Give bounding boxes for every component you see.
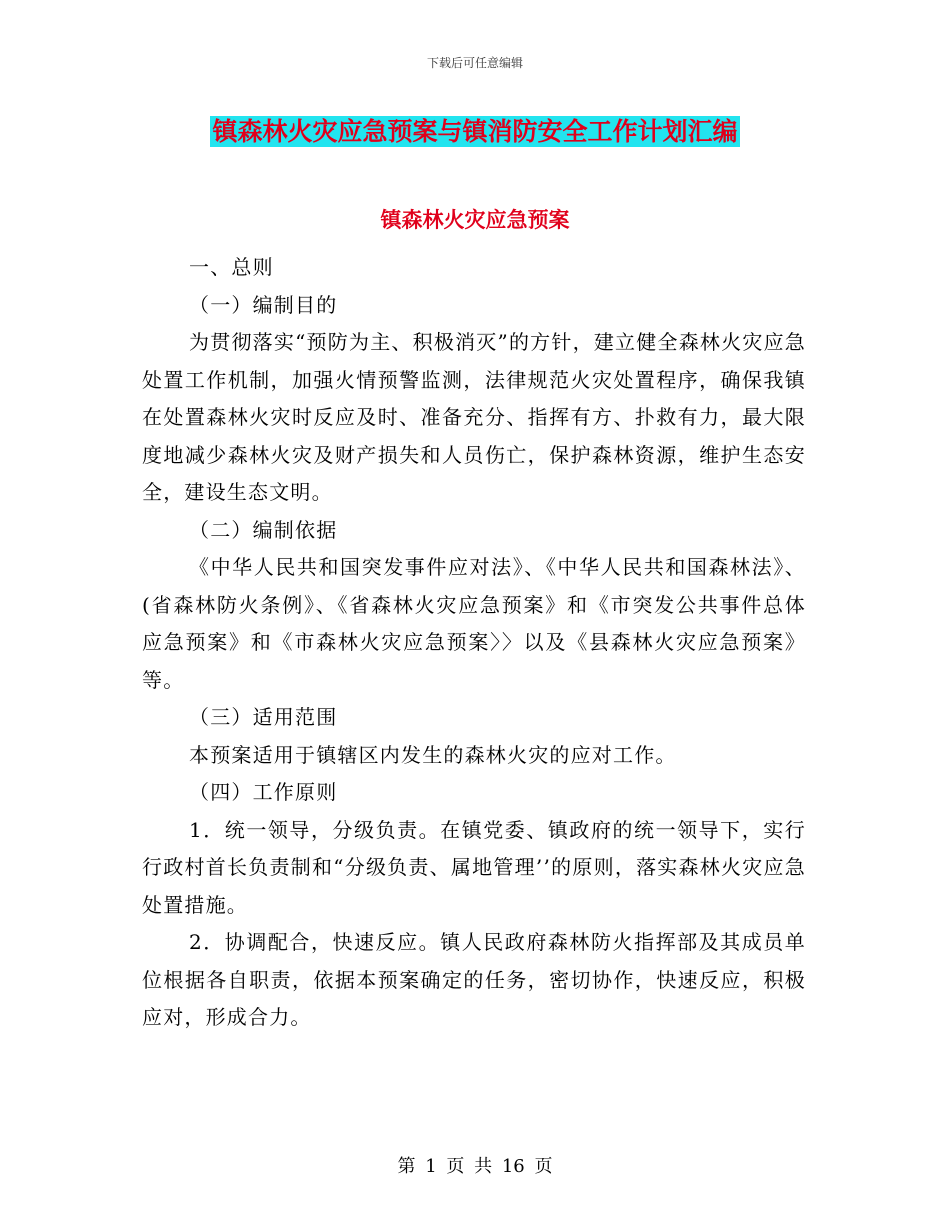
document-title [0, 112, 950, 148]
document-title-text: 镇森林火灾应急预案与镇消防安全工作计划汇编 [212, 117, 738, 146]
section-title: 镇森林火灾应急预案 [380, 207, 570, 232]
heading-principles: （四）工作原则 [189, 780, 338, 804]
paragraph-principle-2: 2．协调配合，快速反应。镇人民政府森林防火指挥部及其成员单位根据各自职责，依据本预案确定的任务，密切协作，快速反应，积极应对，形成合力。 [142, 930, 806, 1029]
heading-basis: （二）编制依据 [189, 517, 338, 542]
heading-general-provisions: 一、总则 [189, 255, 274, 279]
paragraph-basis: 《中华人民共和国突发事件应对法》、《中华人民共和国森林法》、(省森林防火条例》、《省森林火灾应急预案》和《市突发公共事件总体应急预案》和《市森林火灾应急预案〉〉以及《县森林火灾应急预案》等。 [142, 555, 806, 692]
heading-scope: （三）适用范围 [189, 705, 338, 729]
paragraph-scope: 本预案适用于镇辖区内发生的森林火灾的应对工作。 [189, 742, 677, 767]
header-note: 下载后可任意编辑 [426, 56, 523, 70]
paragraph-purpose: 为贯彻落实“预防为主、积极消灭”的方针，建立健全森林火灾应急处置工作机制，加强火情预警监测，法律规范火灾处置程序，确保我镇在处置森林火灾时反应及时、准备充分、指挥有方、扑救有力，最大限度地减少森林火灾及财产损失和人员伤亡，保护森林资源，维护生态安全，建设生态文明。 [142, 330, 806, 504]
heading-purpose: （一）编制目的 [189, 292, 338, 317]
paragraph-principle-1: 1．统一领导，分级负责。在镇党委、镇政府的统一领导下，实行行政村首长负责制和“分级负责、属地管理’’的原则，落实森林火灾应急处置措施。 [142, 817, 806, 917]
page-footer: 第 1 页 共 16 页 [397, 1156, 553, 1177]
document-body [142, 249, 806, 1037]
